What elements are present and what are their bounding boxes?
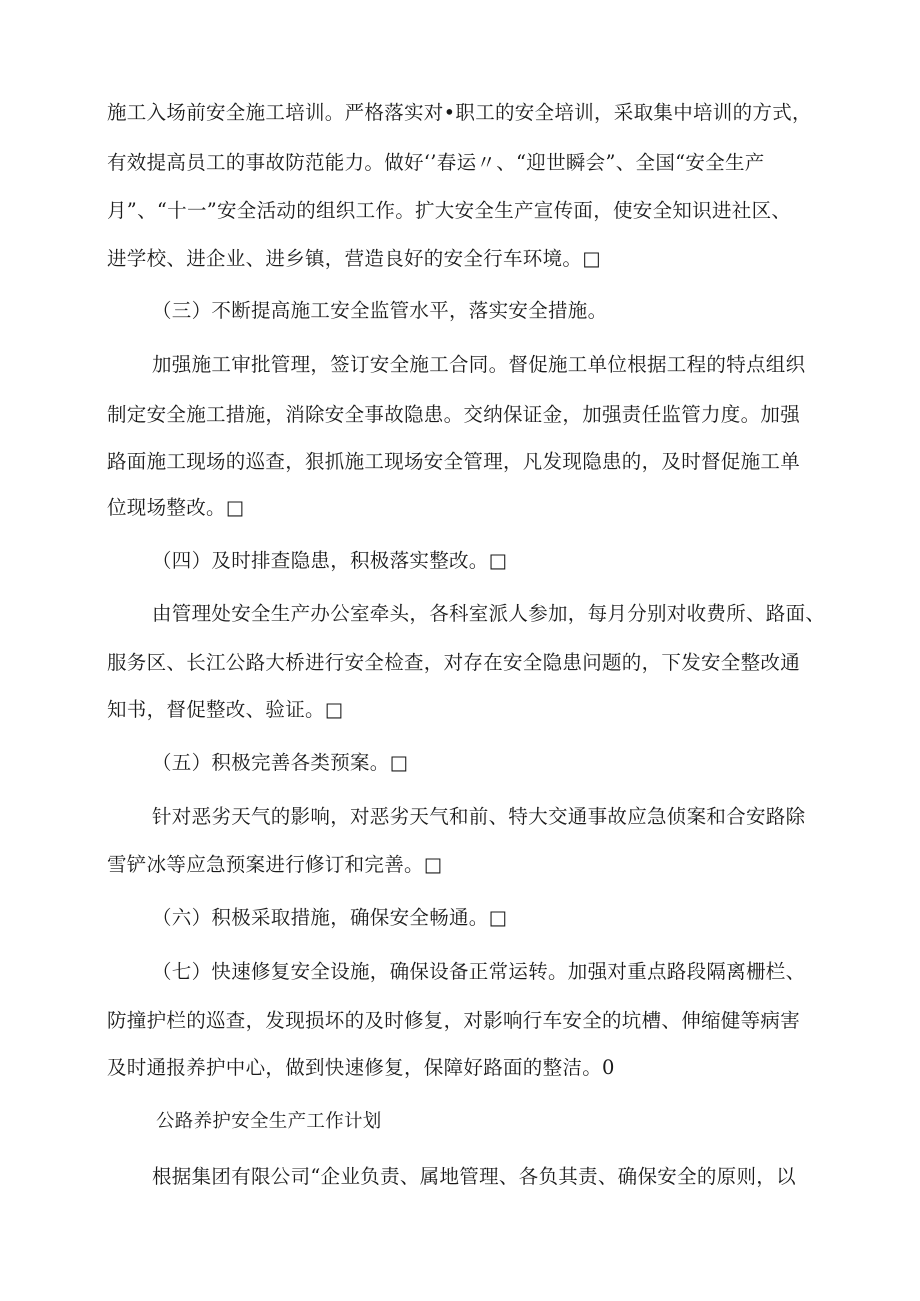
section-heading: （五）积极完善各类预案。□ xyxy=(152,751,409,774)
paragraph-line: 位现场整改。□ xyxy=(107,496,245,519)
paragraph-line: 雪铲冰等应急预案进行修订和完善。□ xyxy=(107,853,443,876)
paragraph-line: 根据集团有限公司“企业负责、属地管理、各负其责、确保安全的原则，以 xyxy=(152,1165,796,1188)
paragraph-line: （七）快速修复安全设施，确保设备正常运转。加强对重点路段隔离栅栏、 xyxy=(152,960,806,983)
paragraph-line: 施工入场前安全施工培训。严格落实对•职工的安全培训，采取集中培训的方式， xyxy=(107,101,812,124)
paragraph-line: 知书，督促整改、验证。□ xyxy=(107,698,344,721)
paragraph-line: 及时通报养护中心，做到快速修复，保障好路面的整洁。0 xyxy=(107,1056,615,1079)
paragraph-line: 服务区、长江公路大桥进行安全检查，对存在安全隐患问题的，下发安全整改通 xyxy=(107,651,801,674)
paragraph-line: 月”、“十一”安全活动的组织工作。扩大安全生产宣传面，使安全知识进社区、 xyxy=(107,199,792,222)
section-heading: （三）不断提高施工安全监管水平，落实安全措施。 xyxy=(152,299,608,322)
section-heading: （四）及时排查隐患，积极落实整改。□ xyxy=(152,549,508,572)
paragraph-line: 加强施工审批管理，签订安全施工合同。督促施工单位根据工程的特点组织 xyxy=(152,353,806,376)
section-heading: （六）积极采取措施，确保安全畅通。□ xyxy=(152,906,508,929)
paragraph-line: 进学校、进企业、进乡镇，营造良好的安全行车环境。□ xyxy=(107,247,601,270)
section-title: 公路养护安全生产工作计划 xyxy=(156,1111,382,1132)
paragraph-line: 防撞护栏的巡查，发现损坏的及时修复，对影响行车安全的坑槽、伸缩健等病害 xyxy=(107,1009,801,1032)
paragraph-line: 路面施工现场的巡查，狠抓施工现场安全管理，凡发现隐患的，及时督促施工单 xyxy=(107,450,801,473)
paragraph-line: 制定安全施工措施，消除安全事故隐患。交纳保证金，加强责任监管力度。加强 xyxy=(107,403,801,426)
paragraph-line: 针对恶劣天气的影响，对恶劣天气和前、特大交通事故应急侦案和合安路除 xyxy=(152,805,806,828)
paragraph-line: 由管理处安全生产办公室牵头，各科室派人参加，每月分别对收费所、路面、 xyxy=(152,602,826,625)
paragraph-line: 有效提高员工的事故防范能力。做好‘’春运〃、“迎世瞬会”、全国“安全生产 xyxy=(107,151,765,174)
